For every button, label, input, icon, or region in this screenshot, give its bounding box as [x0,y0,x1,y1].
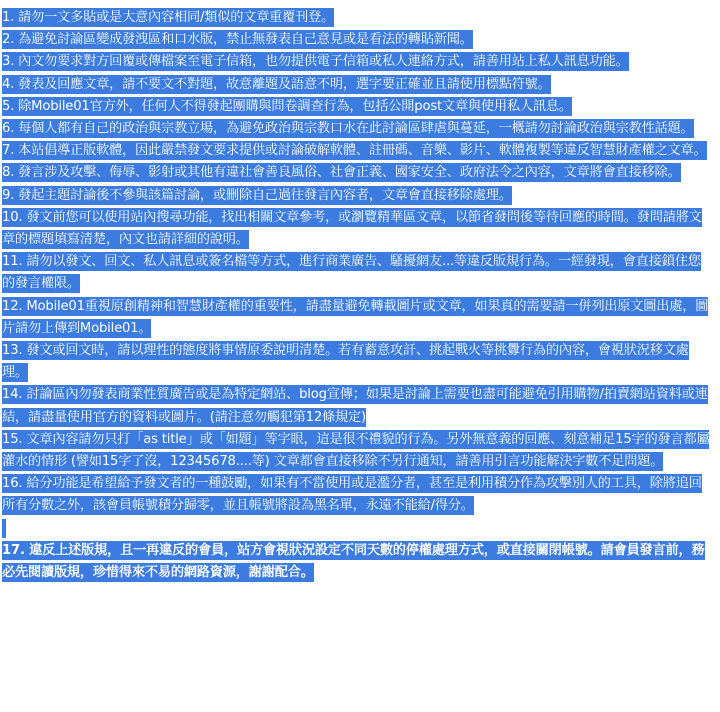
blank-line [2,518,712,540]
rule-item-10 [2,207,712,251]
rule-text: 6. 每個人都有自己的政治與宗教立場，為避免政治與宗教口水在此討論區肆虐與蔓延，一概請勿討論政治與宗教性話題。 [2,121,694,137]
rule-item-3 [2,51,712,73]
rule-text: 1. 請勿一文多貼或是大意內容相同/類似的文章重覆刊登。 [2,10,335,25]
rule-item-15 [2,429,712,473]
rule-text: 7. 本站倡導正版軟體，因此嚴禁發文要求提供或討論破解軟體、註冊碼、音樂、影片、軟體複製等違反智慧財產權之文章。 [2,143,707,159]
rule-item-8 [2,162,712,184]
rule-item-9 [2,185,712,207]
rule-text: 10. 發文前您可以使用站內搜尋功能，找出相關文章參考，或瀏覽精華區文章，以節省發問後等待回應的時間。發問請將文章的標題填寫清楚，內文也請詳細的說明。 [2,209,702,248]
rule-item-13 [2,340,712,384]
rule-text-bold: 17. 違反上述版規，且一再違反的會員，站方會視狀況設定不同天數的停權處理方式，或直接關閉帳號。請會員發言前，務必先閱讀版規，珍惜得來不易的網路資源，謝謝配合。 [2,542,705,581]
rule-text: 11. 請勿以發文、回文、私人訊息或簽名檔等方式，進行商業廣告、騷擾網友...等違反版規行為。一經發現，會直接鎖住您的發言權限。 [2,254,701,292]
rule-item-11 [2,251,712,295]
rule-text: 12. Mobile01重視原創精神和智慧財產權的重要性，請盡量避免轉載圖片或文章，如果真的需要請一併列出原文圖出處，圖片請勿上傳到Mobile01。 [2,298,709,336]
rule-item-1 [2,7,712,29]
rule-item-4 [2,74,712,96]
rule-text: 14. 討論區內勿發表商業性質廣告或是為特定網站、blog宣傳；如果是討論上需要也盡可能避免引用購物/拍賣網站資料或連結，請盡量使用官方的資料或圖片。(請注意勿觸犯第12條規定) [2,387,708,425]
rule-item-12 [2,296,712,340]
rule-item-6 [2,118,712,140]
forum-rules-list [2,7,712,584]
rule-item-17 [2,540,712,584]
rule-item-2 [2,29,712,51]
rule-text: 8. 發言涉及攻擊、侮辱、影射或其他有違社會善良風俗、社會正義、國家安全、政府法令之內容，文章將會直接移除。 [2,165,681,181]
rule-text: 2. 為避免討論區變成發洩區和口水版，禁止無發表自己意見或是看法的轉貼新聞。 [2,32,473,48]
rule-text: 3. 內文勿要求對方回覆或傳檔案至電子信箱，也勿提供電子信箱或私人連絡方式，請善用站上私人訊息功能。 [2,54,629,70]
rule-text: 16. 給分功能是希望給予發文者的一種鼓勵，如果有不當使用或是濫分者，甚至是利用積分作為攻擊別人的工具，除將追回所有分數之外，該會員帳號積分歸零，並且帳號將設為黑名單，永遠不能給/得分。 [2,476,702,514]
rule-item-7 [2,140,712,162]
rule-item-16 [2,473,712,517]
rule-text: 4. 發表及回應文章，請不要文不對題，故意離題及語意不明，選字要正確並且請使用標點符號。 [2,76,551,92]
rule-text: 5. 除Mobile01官方外，任何人不得發起團購與問卷調查行為，包括公開post文章與使用私人訊息。 [2,98,572,114]
rule-text: 9. 發起主題討論後不參與該篇討論，或刪除自己過往發言內容者，文章會直接移除處理。 [2,187,512,203]
rule-item-14 [2,384,712,428]
rule-item-5 [2,96,712,118]
rule-text: 15. 文章內容請勿只打「as title」或「如題」等字眼，這是很不禮貌的行為。另外無意義的回應、刻意補足15字的發言都屬灌水的情形 (譬如15字了沒，12345678....等) 文章都會直接移除不另行通知，請善用引言功能解決字數不足問題。 [2,431,710,470]
rule-text: 13. 發文或回文時，請以理性的態度將事情原委說明清楚。若有蓄意攻訐、挑起戰火等挑釁行為的內容，會視狀況移文處理。 [2,343,689,381]
blank-highlight [2,519,6,538]
